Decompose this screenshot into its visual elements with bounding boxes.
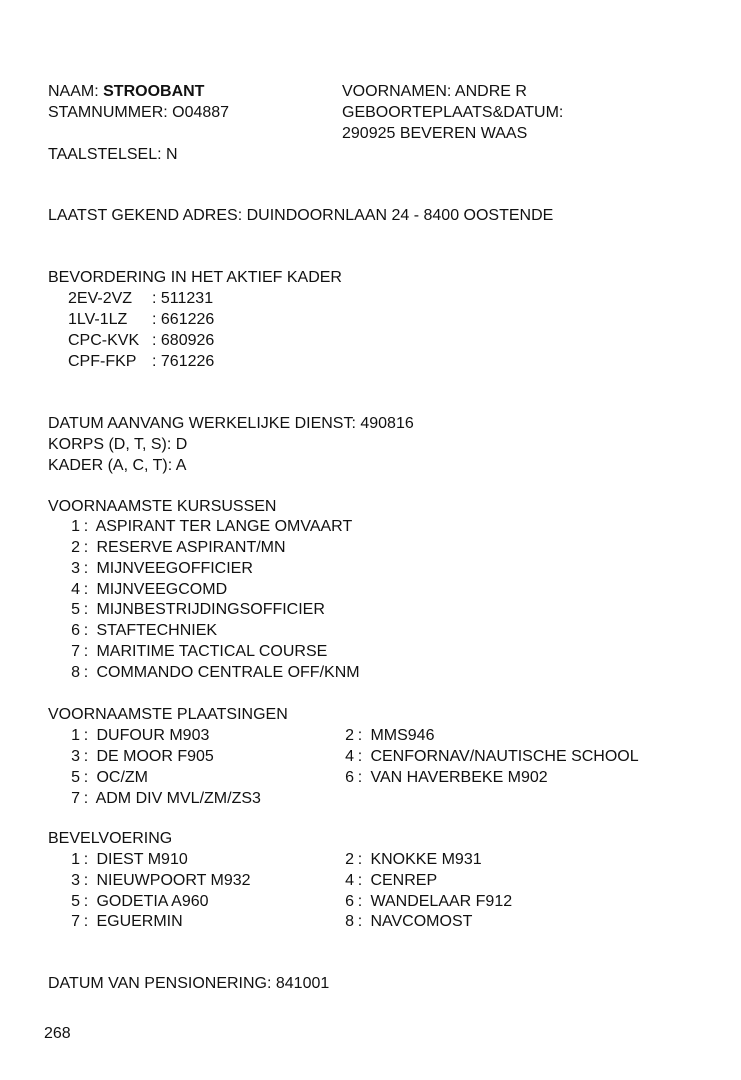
item-label: MIJNVEEGCOMD bbox=[96, 581, 228, 598]
promotion-code: 1LV-1LZ bbox=[68, 311, 128, 328]
plaatsingen-title: VOORNAAMSTE PLAATSINGEN bbox=[48, 706, 288, 723]
bevelvoering-item: 5 : GODETIA A960 bbox=[68, 894, 209, 910]
item-label: OC/ZM bbox=[96, 769, 148, 786]
item-number: 3 bbox=[71, 872, 80, 889]
promotion-row bbox=[68, 312, 214, 328]
item-number: 6 bbox=[71, 622, 80, 639]
korps: KORPS (D, T, S): D bbox=[48, 436, 188, 453]
promotion-code: CPC-KVK bbox=[68, 332, 140, 349]
item-number: 2 bbox=[71, 539, 80, 556]
bevelvoering-item: 3 : NIEUWPOORT M932 bbox=[68, 873, 251, 889]
plaatsing-item: 4 : CENFORNAV/NAUTISCHE SCHOOL bbox=[342, 749, 639, 765]
item-label: ASPIRANT TER LANGE OMVAART bbox=[95, 518, 353, 535]
plaatsing-item: 5 : OC/ZM bbox=[68, 770, 148, 786]
item-number: 7 bbox=[71, 643, 80, 660]
promotion-date: : 511231 bbox=[152, 290, 214, 307]
plaatsing-item: 2 : MMS946 bbox=[342, 728, 434, 744]
item-label: RESERVE ASPIRANT/MN bbox=[96, 539, 286, 556]
item-number: 3 bbox=[71, 748, 80, 765]
bevelvoering-item: 6 : WANDELAAR F912 bbox=[342, 894, 512, 910]
item-number: 5 bbox=[71, 769, 80, 786]
item-label: MIJNBESTRIJDINGSOFFICIER bbox=[96, 601, 325, 618]
item-number: 5 bbox=[71, 893, 80, 910]
item-label: CENREP bbox=[370, 872, 438, 889]
geboorte-value: 290925 BEVEREN WAAS bbox=[342, 125, 528, 142]
item-label: MIJNVEEGOFFICIER bbox=[96, 560, 253, 577]
item-number: 6 bbox=[345, 893, 354, 910]
item-number: 8 bbox=[345, 913, 354, 930]
plaatsing-item: 6 : VAN HAVERBEKE M902 bbox=[342, 770, 548, 786]
bevelvoering-item: 2 : KNOKKE M931 bbox=[342, 852, 482, 868]
promotion-row bbox=[68, 291, 213, 307]
plaatsing-item: 1 : DUFOUR M903 bbox=[68, 728, 209, 744]
kursus-item: 5 : MIJNBESTRIJDINGSOFFICIER bbox=[68, 602, 325, 618]
item-label: DUFOUR M903 bbox=[96, 727, 210, 744]
item-label: DIEST M910 bbox=[96, 851, 188, 868]
kursus-item: 3 : MIJNVEEGOFFICIER bbox=[68, 561, 253, 577]
item-label: KNOKKE M931 bbox=[370, 851, 482, 868]
bevelvoering-item: 1 : DIEST M910 bbox=[68, 852, 188, 868]
naam-label: NAAM: bbox=[48, 83, 99, 100]
item-number: 5 bbox=[71, 601, 80, 618]
kursussen-title: VOORNAAMSTE KURSUSSEN bbox=[48, 498, 277, 515]
bevelvoering-item: 4 : CENREP bbox=[342, 873, 437, 889]
item-number: 1 bbox=[71, 727, 80, 744]
pensionering: DATUM VAN PENSIONERING: 841001 bbox=[48, 975, 330, 992]
geboorte-label: GEBOORTEPLAATS&DATUM: bbox=[342, 104, 564, 121]
aanvang-dienst: DATUM AANVANG WERKELIJKE DIENST: 490816 bbox=[48, 415, 414, 432]
kursus-item: 2 : RESERVE ASPIRANT/MN bbox=[68, 540, 286, 556]
stamnummer: STAMNUMMER: O04887 bbox=[48, 104, 230, 121]
bevelvoering-item: 7 : EGUERMIN bbox=[68, 914, 183, 930]
item-label: VAN HAVERBEKE M902 bbox=[370, 769, 548, 786]
item-label: GODETIA A960 bbox=[96, 893, 209, 910]
item-label: MARITIME TACTICAL COURSE bbox=[96, 643, 328, 660]
kader: KADER (A, C, T): A bbox=[48, 457, 187, 474]
promotion-code: CPF-FKP bbox=[68, 353, 137, 370]
kursus-item: 4 : MIJNVEEGCOMD bbox=[68, 582, 227, 598]
item-number: 2 bbox=[345, 851, 354, 868]
item-number: 2 bbox=[345, 727, 354, 744]
promotion-date: : 680926 bbox=[152, 332, 215, 349]
promotion-date: : 661226 bbox=[152, 311, 215, 328]
item-number: 7 bbox=[71, 790, 80, 807]
kursus-item: 1 : ASPIRANT TER LANGE OMVAART bbox=[68, 519, 352, 535]
bevelvoering-item: 8 : NAVCOMOST bbox=[342, 914, 472, 930]
bevordering-title: BEVORDERING IN HET AKTIEF KADER bbox=[48, 269, 342, 286]
item-label: DE MOOR F905 bbox=[96, 748, 214, 765]
taalstelsel: TAALSTELSEL: N bbox=[48, 146, 178, 163]
voornamen: VOORNAMEN: ANDRE R bbox=[342, 83, 527, 100]
kursus-item: 8 : COMMANDO CENTRALE OFF/KNM bbox=[68, 665, 360, 681]
item-label: WANDELAAR F912 bbox=[370, 893, 513, 910]
item-label: EGUERMIN bbox=[96, 913, 183, 930]
item-number: 4 bbox=[71, 581, 80, 598]
item-number: 6 bbox=[345, 769, 354, 786]
kursus-item: 6 : STAFTECHNIEK bbox=[68, 623, 217, 639]
item-label: NIEUWPOORT M932 bbox=[96, 872, 251, 889]
bevelvoering-title: BEVELVOERING bbox=[48, 830, 173, 847]
adres: LAATST GEKEND ADRES: DUINDOORNLAAN 24 - 8400 OOSTENDE bbox=[48, 207, 554, 224]
item-number: 4 bbox=[345, 748, 354, 765]
kursus-item: 7 : MARITIME TACTICAL COURSE bbox=[68, 644, 327, 660]
item-number: 8 bbox=[71, 664, 80, 681]
item-label: NAVCOMOST bbox=[370, 913, 473, 930]
item-number: 3 bbox=[71, 560, 80, 577]
item-number: 1 bbox=[71, 518, 80, 535]
naam-line bbox=[48, 84, 204, 100]
promotion-date: : 761226 bbox=[152, 353, 215, 370]
promotion-code: 2EV-2VZ bbox=[68, 290, 133, 307]
item-number: 1 bbox=[71, 851, 80, 868]
item-label: MMS946 bbox=[370, 727, 435, 744]
plaatsing-item: 3 : DE MOOR F905 bbox=[68, 749, 214, 765]
plaatsing-item: 7 : ADM DIV MVL/ZM/ZS3 bbox=[68, 791, 261, 807]
promotion-row bbox=[68, 333, 214, 349]
naam-value: STROOBANT bbox=[103, 83, 205, 100]
item-label: COMMANDO CENTRALE OFF/KNM bbox=[96, 664, 360, 681]
item-label: ADM DIV MVL/ZM/ZS3 bbox=[95, 790, 261, 807]
page-number: 268 bbox=[44, 1025, 71, 1042]
item-label: STAFTECHNIEK bbox=[96, 622, 218, 639]
item-number: 4 bbox=[345, 872, 354, 889]
item-number: 7 bbox=[71, 913, 80, 930]
item-label: CENFORNAV/NAUTISCHE SCHOOL bbox=[370, 748, 639, 765]
promotion-row bbox=[68, 354, 214, 370]
